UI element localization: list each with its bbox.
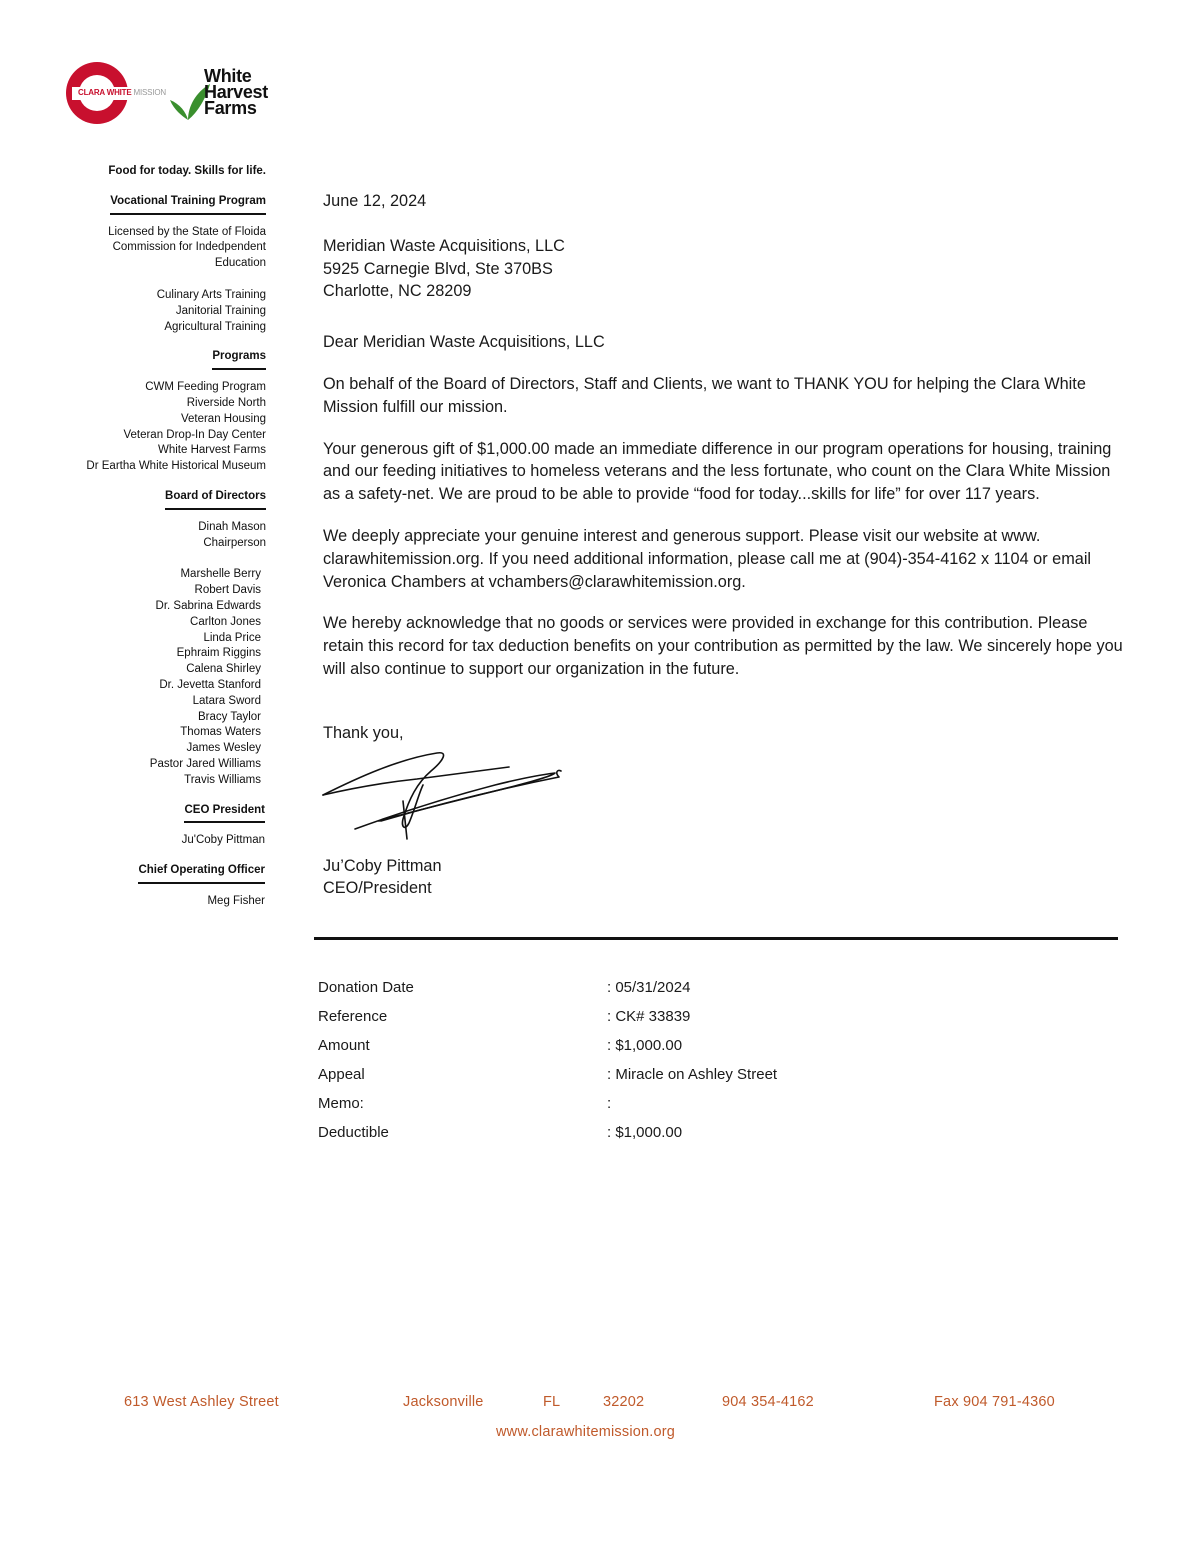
list-item: Linda Price — [203, 631, 261, 644]
signature-area — [323, 745, 1123, 855]
signer-title: CEO/President — [323, 879, 432, 898]
closing: Thank you, — [323, 723, 404, 742]
table-row — [318, 1089, 777, 1118]
paragraph: We hereby acknowledge that no goods or services were provided in exchange for this contribution. Please retain this record for tax deduction benefits on your contribution as permitted by the law. We sincerely hope you will also continue to support our organization in the future. — [323, 614, 1123, 678]
donation-label: Memo: — [318, 1095, 364, 1112]
list-item: Riverside North — [186, 396, 266, 409]
list-item: Culinary Arts Training — [156, 288, 266, 301]
table-row — [318, 1031, 777, 1060]
letter-date: June 12, 2024 — [323, 192, 427, 210]
donation-value: : 05/31/2024 — [607, 979, 691, 996]
table-row — [318, 1118, 777, 1147]
footer-website-link[interactable]: www.clarawhitemission.org — [496, 1424, 676, 1440]
donation-value: : $1,000.00 — [607, 1124, 683, 1141]
board-members-list — [6, 567, 266, 788]
list-item: Veteran Drop-In Day Center — [123, 428, 266, 441]
list-item: Agricultural Training — [164, 320, 266, 333]
programs-heading: Programs — [212, 349, 266, 370]
signer-block — [323, 855, 1123, 901]
table-row — [318, 1060, 777, 1089]
footer-address: 613 West Ashley Street — [124, 1394, 279, 1410]
vocational-heading: Vocational Training Program — [110, 194, 266, 215]
donation-value: : $1,000.00 — [607, 1037, 683, 1054]
table-row — [318, 1002, 777, 1031]
list-item: Carlton Jones — [190, 615, 261, 628]
recipient-address: Meridian Waste Acquisitions, LLC 5925 Carnegie Blvd, Ste 370BS Charlotte, NC 28209 — [323, 236, 565, 301]
list-item: Dr. Sabrina Edwards — [155, 599, 261, 612]
list-item: Dr Eartha White Historical Museum — [86, 460, 266, 473]
donation-label: Deductible — [318, 1124, 389, 1141]
organization-logo — [66, 62, 306, 126]
coo-heading: Chief Operating Officer — [138, 863, 265, 884]
donation-value: : — [607, 1095, 612, 1112]
clara-white-mission-wordmark: CLARA WHITE MISSION — [78, 88, 166, 97]
white-harvest-farms-wordmark: White Harvest Farms — [204, 66, 268, 118]
list-item: Veteran Housing — [180, 412, 266, 425]
list-item: White Harvest Farms — [158, 444, 266, 457]
footer-zip: 32202 — [603, 1394, 645, 1410]
list-item: Ephraim Riggins — [176, 647, 261, 660]
letterhead-sidebar — [6, 164, 266, 926]
list-item: Janitorial Training — [175, 304, 266, 317]
footer-state: FL — [543, 1394, 561, 1410]
donation-value: : Miracle on Ashley Street — [607, 1066, 778, 1083]
letterhead-footer — [0, 1394, 1200, 1454]
board-heading: Board of Directors — [165, 489, 266, 510]
donation-label: Amount — [318, 1037, 370, 1054]
training-list — [6, 288, 266, 335]
signer-name: Ju’Coby Pittman — [323, 856, 442, 875]
list-item: Bracy Taylor — [197, 710, 261, 723]
paragraph: We deeply appreciate your genuine interest and generous support. Please visit our website at www. clarawhitemission.org. If you need additional information, please call me at (904)-354-4162 x 1104 or email Veronica Chambers at vchambers@clarawhitemission.org. — [323, 526, 1092, 591]
list-item: Robert Davis — [194, 584, 261, 597]
coo-name: Meg Fisher — [207, 894, 265, 907]
footer-city: Jacksonville — [403, 1394, 484, 1410]
donation-label: Appeal — [318, 1066, 365, 1083]
signature-image — [319, 749, 569, 841]
list-item: Thomas Waters — [180, 726, 261, 739]
list-item: Latara Sword — [192, 694, 261, 707]
list-item: Travis Williams — [184, 773, 261, 786]
divider — [314, 937, 1118, 940]
ceo-heading: CEO President — [184, 803, 265, 824]
list-item: Marshelle Berry — [180, 568, 261, 581]
programs-list — [6, 380, 266, 475]
donation-details — [318, 973, 777, 1147]
letter-body — [323, 190, 1123, 900]
list-item: Calena Shirley — [186, 663, 261, 676]
tagline: Food for today. Skills for life. — [108, 165, 266, 177]
board-chair: Dinah Mason Chairperson — [198, 520, 266, 549]
list-item: Pastor Jared Williams — [149, 757, 261, 770]
list-item: Dr. Jevetta Stanford — [159, 678, 261, 691]
footer-fax: Fax 904 791-4360 — [934, 1394, 1055, 1410]
table-row — [318, 973, 777, 1002]
license-info: Licensed by the State of Floida Commission for Indedpendent Education — [108, 225, 266, 270]
donation-label: Donation Date — [318, 979, 414, 996]
ceo-name: Ju'Coby Pittman — [181, 834, 265, 847]
donation-label: Reference — [318, 1008, 388, 1025]
list-item: James Wesley — [186, 742, 261, 755]
donation-value: : CK# 33839 — [607, 1008, 691, 1025]
paragraph: Your generous gift of $1,000.00 made an immediate difference in our program operations for housing, training and our feeding initiatives to homeless veterans and the less fortunate, who count on the Clara White Mission as a safety-net. We are proud to be able to provide “food for today...skills for life” for over 117 years. — [323, 439, 1112, 504]
footer-phone: 904 354-4162 — [722, 1394, 814, 1410]
salutation: Dear Meridian Waste Acquisitions, LLC — [323, 333, 605, 352]
list-item: CWM Feeding Program — [145, 381, 266, 394]
paragraph: On behalf of the Board of Directors, Staff and Clients, we want to THANK YOU for helping the Clara White Mission fulfill our mission. — [323, 374, 1086, 416]
